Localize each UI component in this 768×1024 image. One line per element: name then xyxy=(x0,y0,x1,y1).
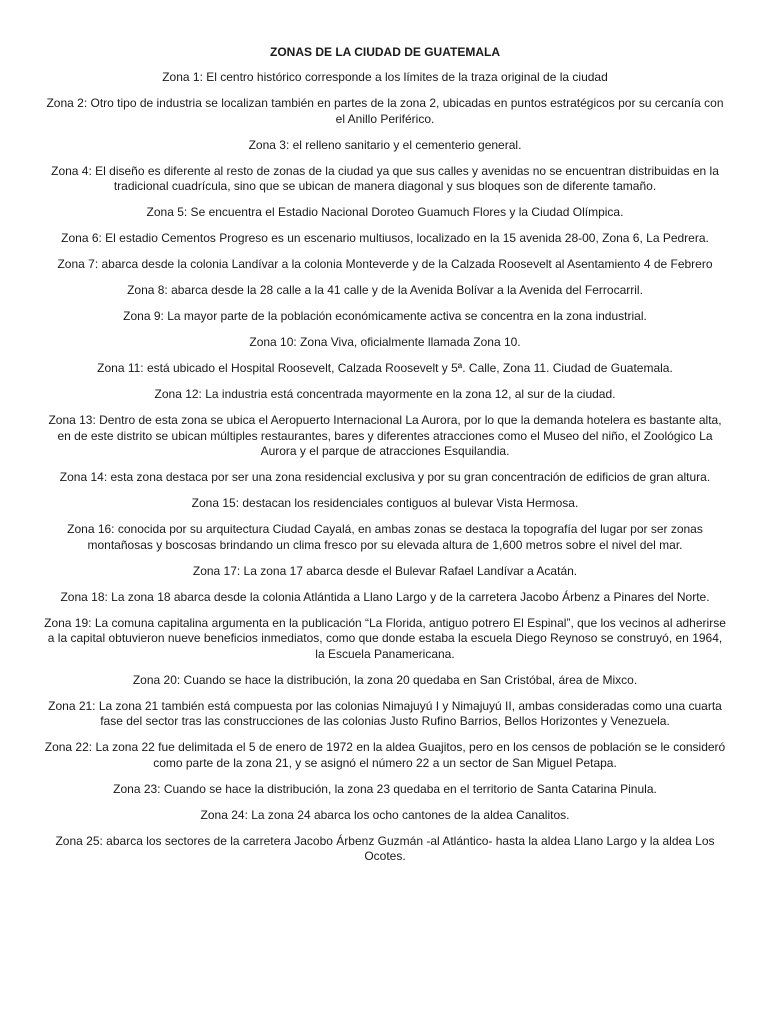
zone-1-entry: Zona 1: El centro histórico corresponde a los límites de la traza original de la ciudad xyxy=(162,70,608,84)
zone-10-entry: Zona 10: Zona Viva, oficialmente llamada Zona 10. xyxy=(249,335,521,349)
zone-5-entry: Zona 5: Se encuentra el Estadio Nacional Doroteo Guamuch Flores y la Ciudad Olímpica. xyxy=(146,205,624,219)
zone-16-entry: Zona 16: conocida por su arquitectura Ciudad Cayalá, en ambas zonas se destaca la topografía del lugar por ser zonas montañosas y boscosas brindando un clima fresco por su elevada altura de 1,600 metros sobre el nivel del mar. xyxy=(67,522,703,552)
zone-2-entry: Zona 2: Otro tipo de industria se localizan también en partes de la zona 2, ubicadas en puntos estratégicos por su cercanía con el Anillo Periférico. xyxy=(46,96,724,126)
zone-15-entry: Zona 15: destacan los residenciales contiguos al bulevar Vista Hermosa. xyxy=(191,496,579,510)
zone-12-entry: Zona 12: La industria está concentrada mayormente en la zona 12, al sur de la ciudad. xyxy=(154,387,616,401)
zone-17-entry: Zona 17: La zona 17 abarca desde el Bulevar Rafael Landívar a Acatán. xyxy=(192,563,578,578)
zone-19-entry: Zona 19: La comuna capitalina argumenta en la publicación “La Florida, antiguo potrero El Espinal”, que los vecinos al adherirse a la capital obtuvieron nueve beneficios inmediatos, como que donde estaba la escuela Diego Reynoso se construyó, en 1964, la Escuela Panamericana. xyxy=(44,615,726,661)
zone-3-entry: Zona 3: el relleno sanitario y el cementerio general. xyxy=(248,137,522,152)
zone-20-entry: Zona 20: Cuando se hace la distribución, la zona 20 quedaba en San Cristóbal, área de Mixco. xyxy=(132,672,638,687)
zone-4-entry: Zona 4: El diseño es diferente al resto de zonas de la ciudad ya que sus calles y avenidas no se encuentran distribuidas en la tradicional cuadrícula, sino que se ubican de manera diagonal y sus bloques son de diferente tamaño. xyxy=(51,163,719,193)
zone-24-entry: Zona 24: La zona 24 abarca los ocho cantones de la aldea Canalitos. xyxy=(200,807,570,822)
zone-22-entry: Zona 22: La zona 22 fue delimitada el 5 de enero de 1972 en la aldea Guajitos, pero en los censos de población se le consideró como parte de la zona 21, y se asignó el número 22 a un sector de San Miguel Petapa. xyxy=(44,740,726,770)
zone-14-entry: Zona 14: esta zona destaca por ser una zona residencial exclusiva y por su gran concentración de edificios de gran altura. xyxy=(59,470,711,484)
document-title: ZONAS DE LA CIUDAD DE GUATEMALA xyxy=(270,45,500,59)
zone-25-entry: Zona 25: abarca los sectores de la carretera Jacobo Árbenz Guzmán -al Atlántico- hasta la aldea Llano Largo y la aldea Los Ocotes. xyxy=(55,833,715,863)
zone-7-entry: Zona 7: abarca desde la colonia Landívar a la colonia Monteverde y de la Calzada Roosevelt al Asentamiento 4 de Febrero xyxy=(57,257,713,271)
zone-21-entry: Zona 21: La zona 21 también está compuesta por las colonias Nimajuyú I y Nimajuyú II, ambas consideradas como una cuarta fase del sector tras las construcciones de las colonias Justo Rufino Barrios, Bellos Horizontes y Venezuela. xyxy=(48,698,722,728)
zone-13-entry: Zona 13: Dentro de esta zona se ubica el Aeropuerto Internacional La Aurora, por lo que la demanda hotelera es bastante alta, en de este distrito se ubican múltiples restaurantes, bares y diferentes atracciones como el Museo del niño, el Zoológico La Aurora y el parque de atracciones Esquilandia. xyxy=(48,413,722,458)
zone-11-entry: Zona 11: está ubicado el Hospital Roosevelt, Calzada Roosevelt y 5ª. Calle, Zona 11. Ciudad de Guatemala. xyxy=(97,361,673,375)
zone-list xyxy=(44,70,726,865)
zone-6-entry: Zona 6: El estadio Cementos Progreso es un escenario multiusos, localizado en la 15 avenida 28-00, Zona 6, La Pedrera. xyxy=(61,231,709,245)
zone-18-entry: Zona 18: La zona 18 abarca desde la colonia Atlántida a Llano Largo y de la carretera Jacobo Árbenz a Pinares del Norte. xyxy=(60,589,710,604)
zone-9-entry: Zona 9: La mayor parte de la población económicamente activa se concentra en la zona industrial. xyxy=(123,309,647,323)
zone-8-entry: Zona 8: abarca desde la 28 calle a la 41 calle y de la Avenida Bolívar a la Avenida del Ferrocarril. xyxy=(127,283,643,297)
zone-23-entry: Zona 23: Cuando se hace la distribución, la zona 23 quedaba en el territorio de Santa Catarina Pinula. xyxy=(113,781,657,796)
